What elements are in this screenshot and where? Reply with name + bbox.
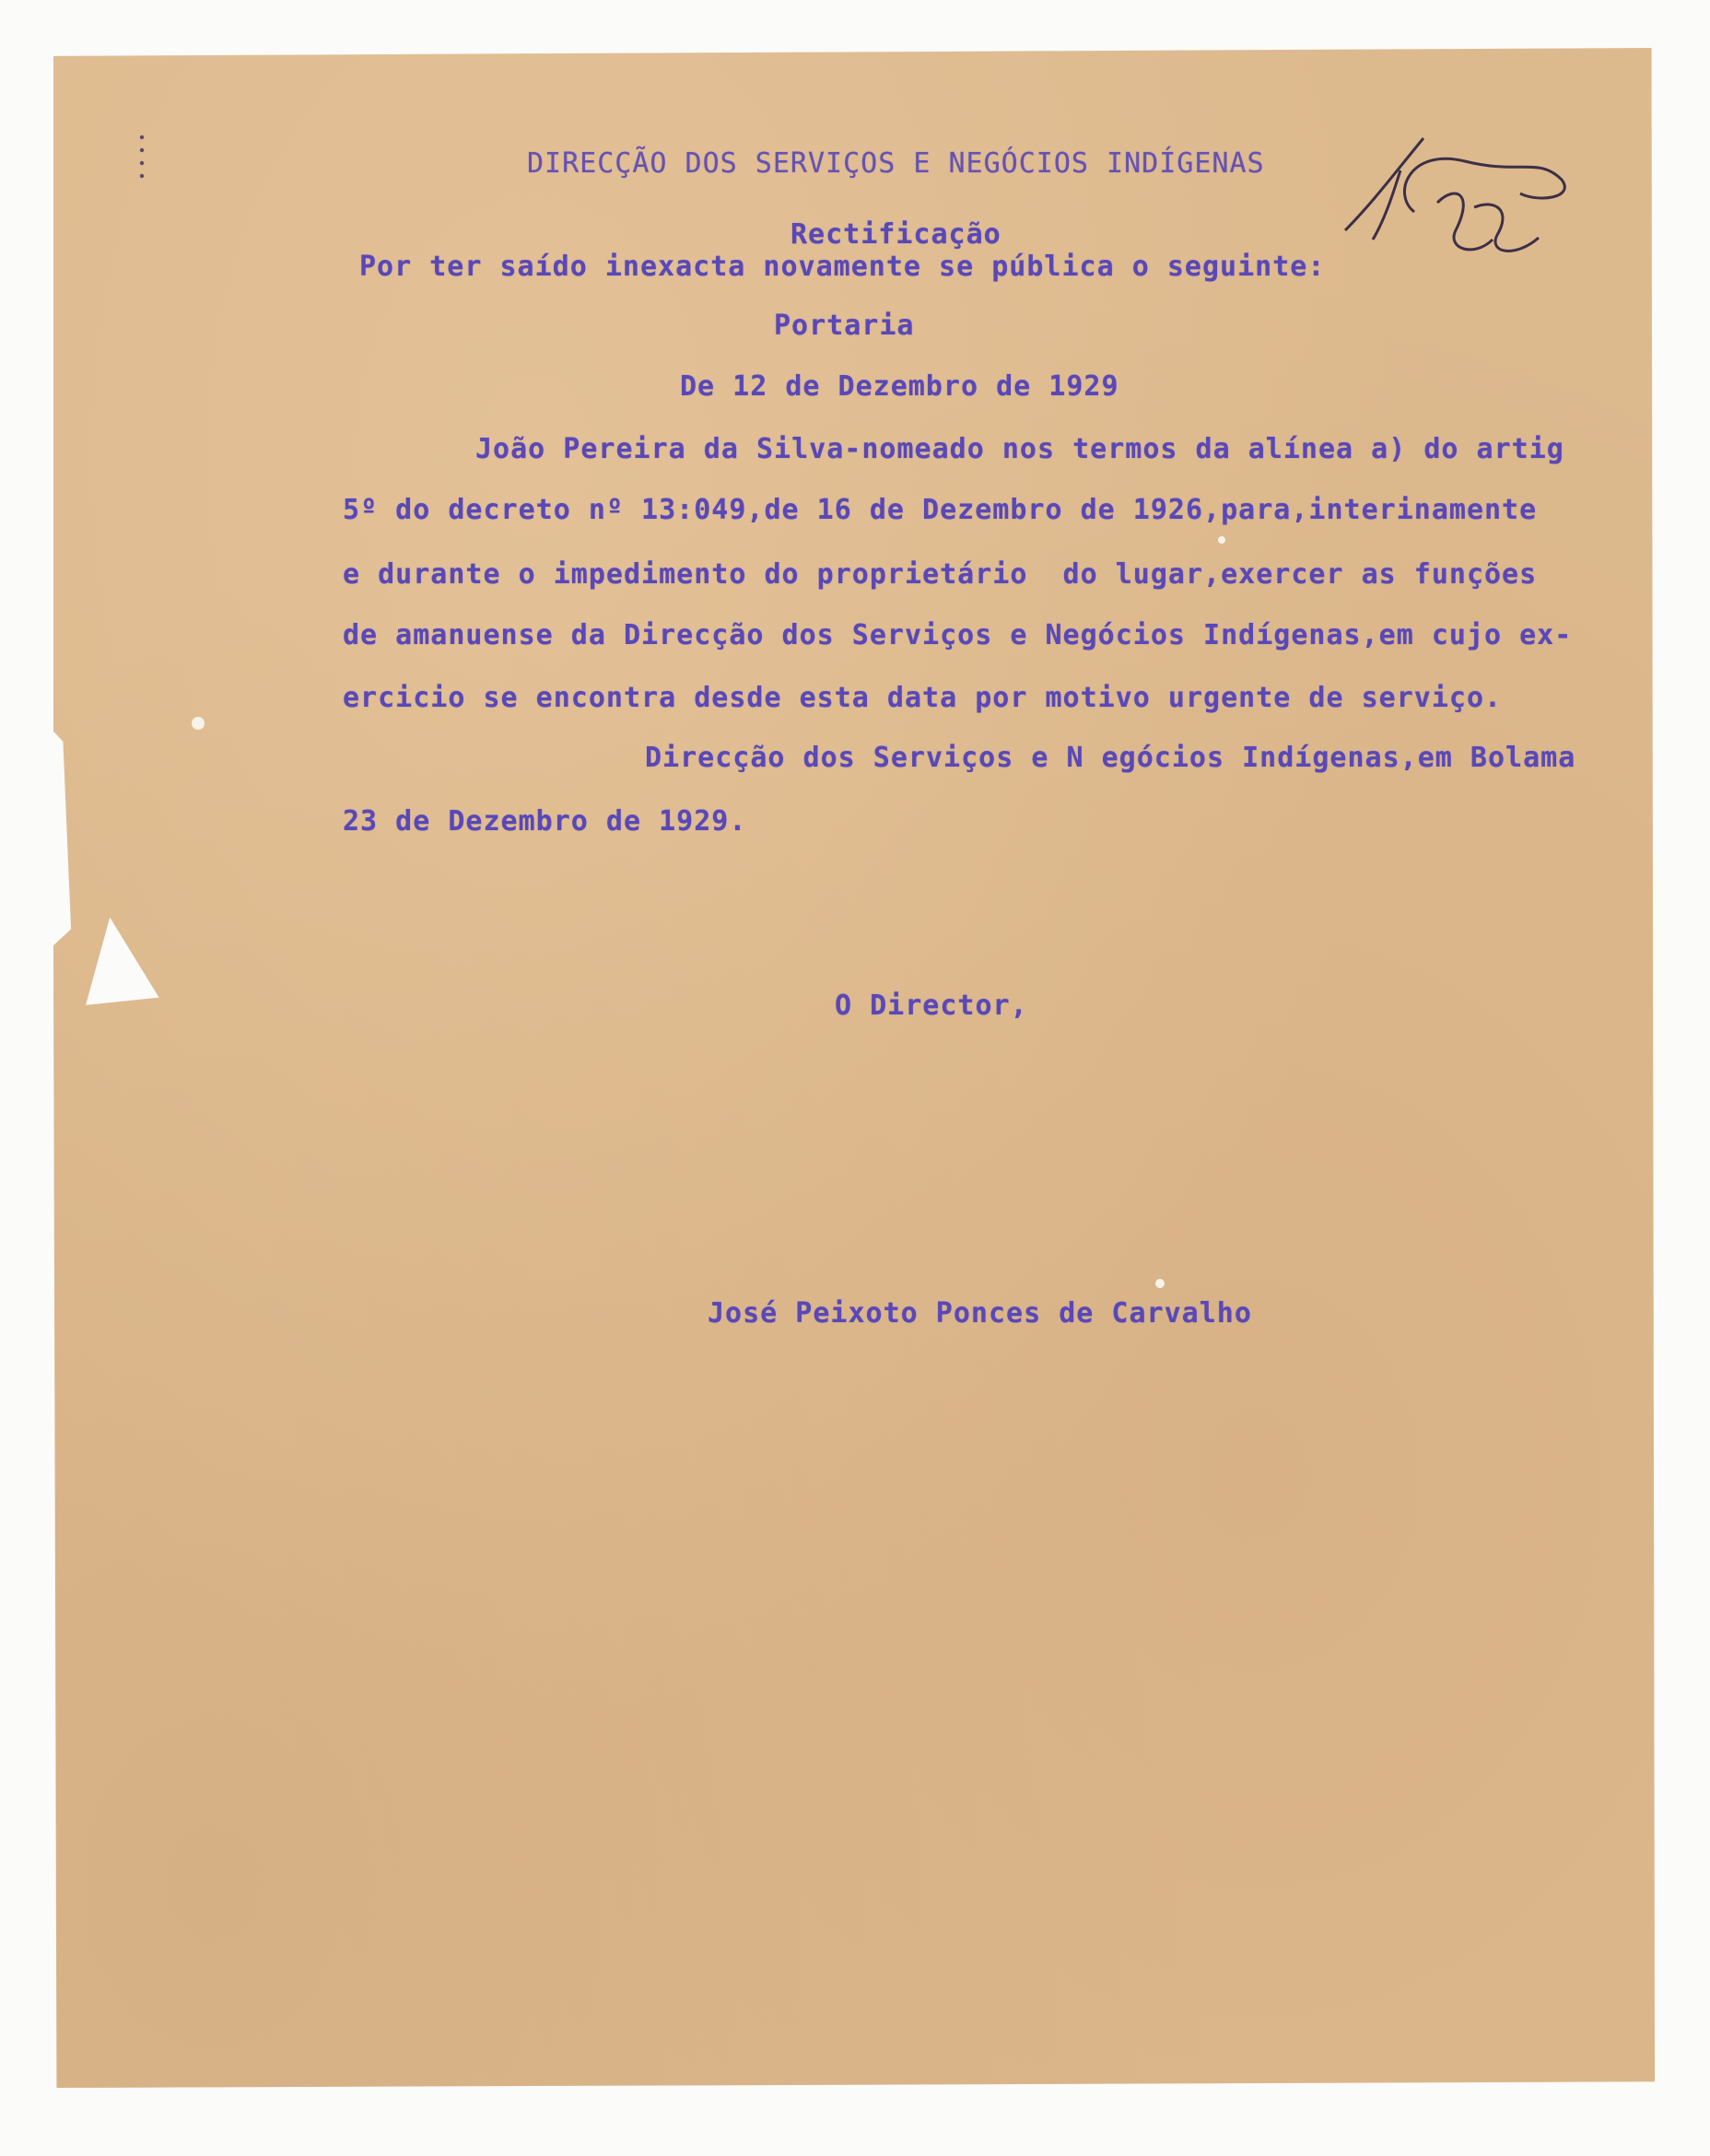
- handwritten-initials: [1336, 129, 1594, 276]
- paper-sheet: [53, 48, 1655, 2088]
- signatory-title: O Director,: [835, 990, 1028, 1022]
- closing-place: Direcção dos Serviços e N egócios Indígenas,em Bolama: [645, 742, 1576, 774]
- document-subheading: Rectificação: [791, 218, 1001, 251]
- body-line-5: ercicio se encontra desde esta data por motivo urgente de serviço.: [343, 682, 1503, 714]
- torn-edge: [76, 913, 158, 1005]
- body-line-2: 5º do decreto nº 13:049,de 16 de Dezembro de 1926,para,interinamente: [343, 494, 1555, 526]
- body-line-3: e durante o impedimento do proprietário do lugar,exercer as funções: [343, 558, 1538, 591]
- document-type: Portaria: [774, 310, 915, 342]
- document-heading: DIRECÇÃO DOS SERVIÇOS E NEGÓCIOS INDÍGENAS: [527, 147, 1265, 180]
- document-intro: Por ter saído inexacta novamente se pública o seguinte:: [359, 251, 1326, 283]
- paper-speck: [1218, 536, 1225, 544]
- signatory-name: José Peixoto Ponces de Carvalho: [708, 1297, 1252, 1330]
- paper-speck: [1155, 1279, 1165, 1288]
- closing-date: 23 de Dezembro de 1929.: [343, 805, 747, 838]
- punch-marks: [138, 134, 146, 189]
- body-line-4: de amanuense da Direcção dos Serviços e Negócios Indígenas,em cujo ex-: [343, 619, 1573, 651]
- document-date: De 12 de Dezembro de 1929: [680, 370, 1119, 403]
- paper-hole: [192, 717, 205, 730]
- body-line-1: João Pereira da Silva-nomeado nos termos da alínea a) do artig: [475, 433, 1564, 465]
